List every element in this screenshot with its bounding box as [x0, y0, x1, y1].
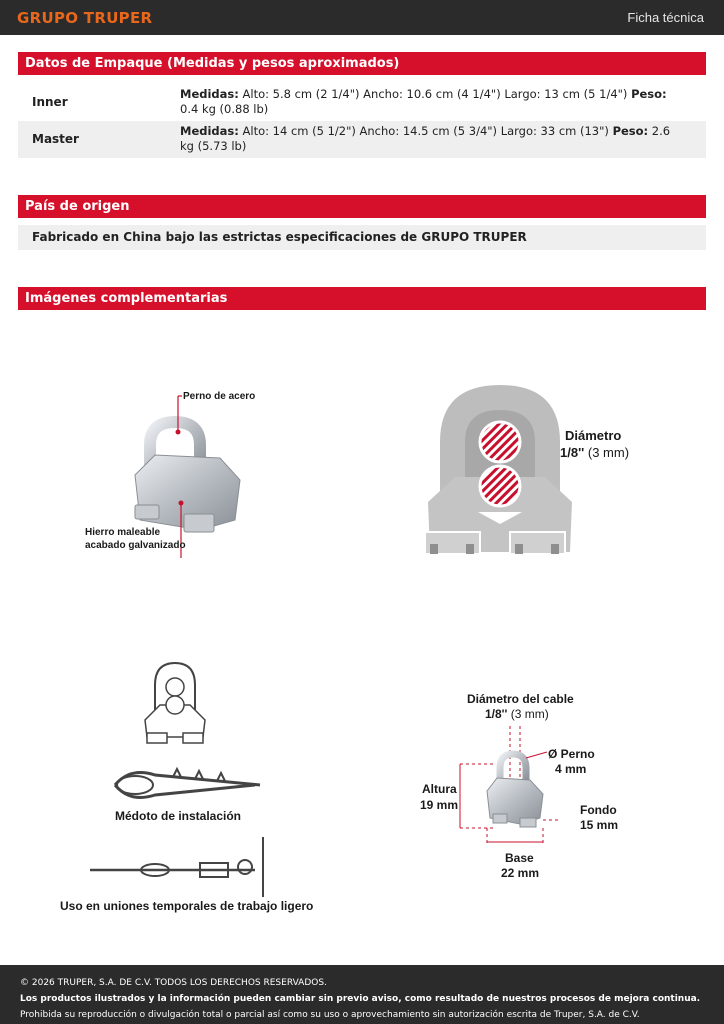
- top-bar: [0, 0, 724, 35]
- label-height: Altura: [422, 782, 457, 796]
- label-base-value: 22 mm: [501, 866, 540, 880]
- label-steel-bolt: Perno de acero: [183, 391, 256, 402]
- dimensions-figure: [415, 688, 635, 883]
- label-base: Base: [505, 851, 534, 865]
- label-diameter: Diámetro: [565, 428, 622, 443]
- packaging-row-name: Master: [32, 132, 79, 146]
- clamp-front-view-figure: [420, 382, 640, 572]
- packaging-row-master: [18, 121, 706, 158]
- label-installation-method: Médoto de instalación: [115, 809, 242, 823]
- origin-text: Fabricado en China bajo las estrictas especificaciones de GRUPO TRUPER: [18, 225, 706, 250]
- clamp-photo-figure: [80, 380, 280, 560]
- label-depth-value: 15 mm: [580, 818, 619, 832]
- label-temporary-use: Uso en uniones temporales de trabajo ligero: [60, 899, 314, 913]
- packaging-row-name: Inner: [32, 95, 68, 109]
- packaging-row-desc: Medidas: Alto: 5.8 cm (2 1/4") Ancho: 10.6 cm (4 1/4") Largo: 13 cm (5 1/4") Peso: 0.4 kg (0.88 lb): [180, 87, 667, 116]
- footer-prohibition: Prohibida su reproducción o divulgación total o parcial así como su uso o aprovechamiento sin autorización escrita de Truper, S.A. de C.V.: [20, 1010, 640, 1020]
- brand-logo: GRUPO TRUPER: [17, 9, 153, 27]
- footer-copyright: © 2026 TRUPER, S.A. DE C.V. TODOS LOS DERECHOS RESERVADOS.: [20, 978, 327, 988]
- origin-section-header: País de origen: [18, 195, 706, 218]
- label-bolt-diameter: Ø Perno: [548, 747, 595, 761]
- packaging-row-desc: Medidas: Alto: 14 cm (5 1/2") Ancho: 14.5 cm (5 3/4") Largo: 33 cm (13") Peso: 2.6 kg (5.73 lb): [180, 124, 671, 153]
- packaging-row-inner: [18, 84, 706, 120]
- footer: [0, 965, 724, 1024]
- packaging-section-header: Datos de Empaque (Medidas y pesos aproximados): [18, 52, 706, 75]
- label-cable-diameter-value: 1/8'' (3 mm): [485, 707, 549, 721]
- label-height-value: 19 mm: [420, 798, 459, 812]
- document-type: Ficha técnica: [627, 10, 704, 25]
- installation-figure: [55, 655, 315, 920]
- images-section-header: Imágenes complementarias: [18, 287, 706, 310]
- label-diameter-value: 1/8'' (3 mm): [560, 445, 630, 460]
- label-galvanized-finish: acabado galvanizado: [85, 540, 186, 551]
- label-depth: Fondo: [580, 803, 617, 817]
- label-cable-diameter: Diámetro del cable: [467, 692, 574, 706]
- label-malleable-iron: Hierro maleable: [85, 527, 161, 538]
- footer-notice: Los productos ilustrados y la información pueden cambiar sin previo aviso, como resultado de nuestros procesos de mejora continua.: [20, 994, 701, 1004]
- label-bolt-diameter-value: 4 mm: [555, 762, 587, 776]
